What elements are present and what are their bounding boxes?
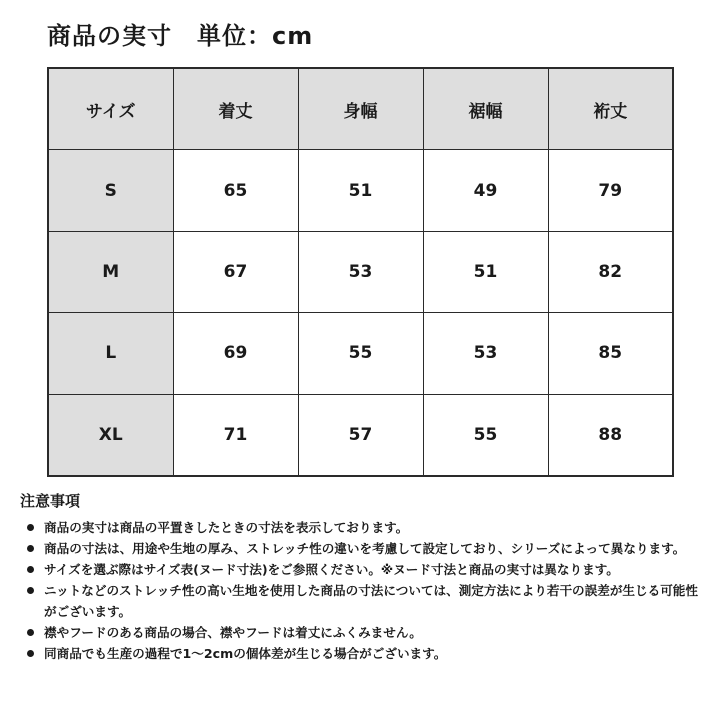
table-cell: 53 [298, 231, 423, 312]
table-cell: 57 [298, 394, 423, 476]
size-label: L [48, 313, 173, 394]
table-cell: 55 [423, 394, 548, 476]
bullet-icon [27, 566, 34, 573]
table-row [48, 231, 673, 312]
table-cell: 53 [423, 313, 548, 394]
table-cell: 51 [298, 150, 423, 231]
bullet-icon [27, 587, 34, 594]
notes-list [20, 517, 710, 664]
list-item [20, 517, 710, 538]
note-text: サイズを選ぶ際はサイズ表(ヌード寸法)をご参照ください。※ヌード寸法と商品の実寸は異なります。 [44, 562, 619, 577]
table-row [48, 394, 673, 476]
table-cell: 69 [173, 313, 298, 394]
table-cell: 79 [548, 150, 673, 231]
note-text: 襟やフードのある商品の場合、襟やフードは着丈にふくみません。 [44, 625, 422, 640]
table-cell: 82 [548, 231, 673, 312]
table-cell: 55 [298, 313, 423, 394]
notes-heading: 注意事項 [20, 492, 81, 510]
header-length: 着丈 [173, 68, 298, 150]
size-label: S [48, 150, 173, 231]
notes-section [20, 490, 710, 664]
table-cell: 67 [173, 231, 298, 312]
table-header-row [48, 68, 673, 150]
note-text: 商品の実寸は商品の平置きしたときの寸法を表示しております。 [44, 520, 409, 535]
list-item [20, 559, 710, 580]
bullet-icon [27, 545, 34, 552]
size-label: M [48, 231, 173, 312]
table-row [48, 150, 673, 231]
page-title: 商品の実寸 単位：cm [47, 22, 314, 50]
header-hem-width: 裾幅 [423, 68, 548, 150]
bullet-icon [27, 524, 34, 531]
list-item [20, 538, 710, 559]
table-cell: 85 [548, 313, 673, 394]
list-item [20, 643, 710, 664]
size-label: XL [48, 394, 173, 476]
bullet-icon [27, 629, 34, 636]
header-size: サイズ [48, 68, 173, 150]
note-text: ニットなどのストレッチ性の高い生地を使用した商品の寸法については、測定方法により若干の誤差が生じる可能性がございます。 [44, 583, 698, 619]
table-cell: 51 [423, 231, 548, 312]
header-body-width: 身幅 [298, 68, 423, 150]
size-table [47, 67, 674, 477]
bullet-icon [27, 650, 34, 657]
table-cell: 49 [423, 150, 548, 231]
table-cell: 65 [173, 150, 298, 231]
list-item [20, 580, 710, 622]
list-item [20, 622, 710, 643]
note-text: 同商品でも生産の過程で1〜2cmの個体差が生じる場合がございます。 [44, 646, 447, 661]
header-sleeve-length: 裄丈 [548, 68, 673, 150]
table-cell: 88 [548, 394, 673, 476]
table-row [48, 313, 673, 394]
note-text: 商品の寸法は、用途や生地の厚み、ストレッチ性の違いを考慮して設定しており、シリーズによって異なります。 [44, 541, 686, 556]
table-cell: 71 [173, 394, 298, 476]
